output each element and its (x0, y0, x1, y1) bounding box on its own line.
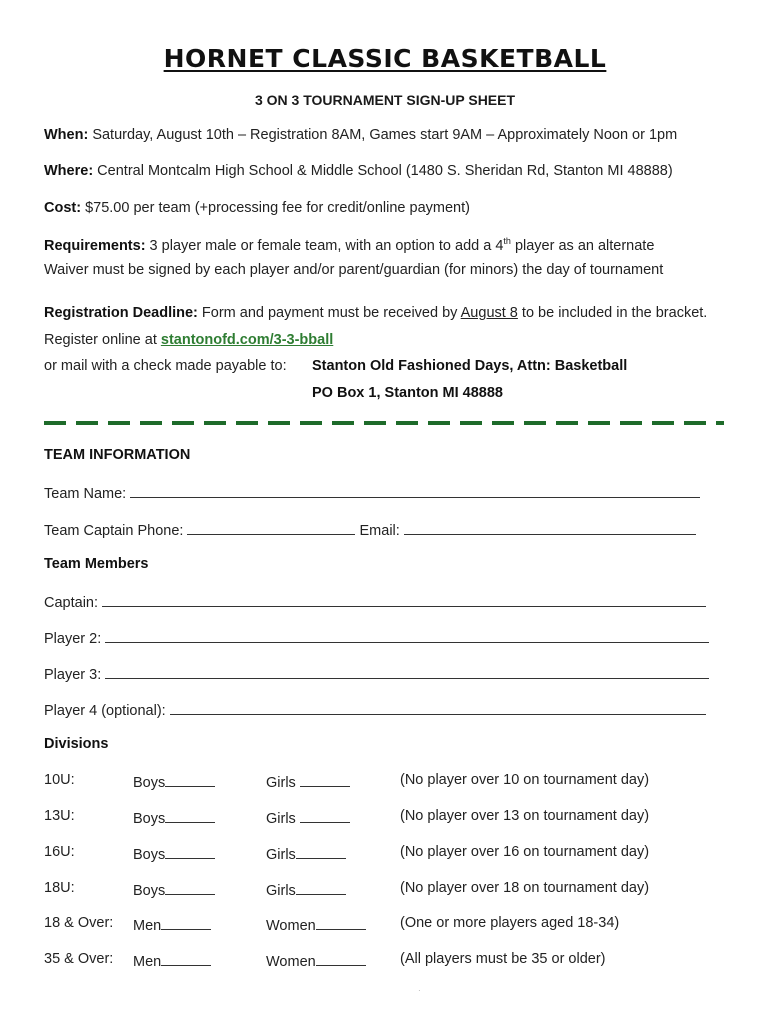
where-line (44, 163, 673, 179)
player3-label: Player 3: (44, 667, 102, 683)
division-option-b[interactable]: Women (266, 951, 366, 970)
captain-phone-line[interactable] (187, 520, 355, 535)
cost-text: $75.00 per team (+processing fee for credit/online payment) (81, 200, 470, 216)
division-age: 35 & Over: (44, 951, 114, 967)
division-option-a[interactable]: Men (133, 915, 211, 934)
team-members-heading: Team Members (44, 556, 149, 572)
cost-line (44, 200, 470, 216)
captain-field[interactable] (44, 592, 706, 611)
requirements-line (44, 236, 654, 254)
division-age: 18U: (44, 880, 75, 896)
registration-link[interactable]: stantonofd.com/3-3-bball (160, 332, 334, 348)
captain-phone-label: Team Captain Phone: (44, 523, 184, 539)
blank-line[interactable] (161, 915, 211, 930)
blank-line[interactable] (165, 808, 215, 823)
mail-payee: Stanton Old Fashioned Days, Attn: Basketball (312, 358, 628, 374)
when-text: Saturday, August 10th – Registration 8AM, Games start 9AM – Approximately Noon or 1pm (88, 127, 678, 143)
division-option-b[interactable]: Girls (266, 808, 350, 827)
page-mark: · (418, 986, 421, 995)
deadline-label: Registration Deadline: (44, 305, 198, 321)
division-note: (One or more players aged 18-34) (400, 915, 620, 931)
blank-line[interactable] (316, 915, 366, 930)
player4-label: Player 4 (optional): (44, 703, 166, 719)
captain-label: Captain: (44, 595, 99, 611)
blank-line[interactable] (296, 880, 346, 895)
online-line (44, 332, 333, 348)
division-age: 13U: (44, 808, 75, 824)
blank-line[interactable] (300, 772, 350, 787)
where-text: Central Montcalm High School & Middle School (1480 S. Sheridan Rd, Stanton MI 48888) (93, 163, 673, 179)
division-option-b[interactable]: Girls (266, 844, 346, 863)
deadline-date: August 8 (460, 305, 518, 321)
page-subtitle: 3 ON 3 TOURNAMENT SIGN-UP SHEET (254, 92, 516, 108)
blank-line[interactable] (300, 808, 350, 823)
section-divider (44, 421, 724, 425)
division-note: (No player over 10 on tournament day) (400, 772, 650, 788)
division-option-a[interactable]: Men (133, 951, 211, 970)
captain-line[interactable] (102, 592, 706, 607)
player2-line[interactable] (105, 628, 709, 643)
email-label: Email: (359, 523, 400, 539)
requirements-text: 3 player male or female team, with an option to add a 4 (145, 237, 504, 254)
requirements-text-after: player as an alternate (510, 237, 655, 254)
team-name-field[interactable] (44, 483, 700, 502)
blank-line[interactable] (165, 880, 215, 895)
division-option-a[interactable]: Boys (133, 880, 215, 899)
page-title: HORNET CLASSIC BASKETBALL (163, 44, 607, 73)
online-text: Register online at (44, 332, 161, 348)
blank-line[interactable] (165, 844, 215, 859)
when-line (44, 127, 677, 143)
blank-line[interactable] (296, 844, 346, 859)
player3-line[interactable] (105, 664, 709, 679)
blank-line[interactable] (316, 951, 366, 966)
divisions-heading: Divisions (44, 736, 109, 752)
blank-line[interactable] (161, 951, 211, 966)
team-info-heading: TEAM INFORMATION (44, 447, 191, 463)
requirements-sup: th (503, 236, 511, 246)
player4-line[interactable] (170, 700, 706, 715)
where-label: Where: (44, 163, 94, 179)
cost-label: Cost: (44, 200, 82, 216)
division-option-a[interactable]: Boys (133, 844, 215, 863)
mail-text: or mail with a check made payable to: (44, 358, 287, 374)
player2-field[interactable] (44, 628, 709, 647)
blank-line[interactable] (165, 772, 215, 787)
division-note: (No player over 16 on tournament day) (400, 844, 650, 860)
waiver-line: Waiver must be signed by each player and/or parent/guardian (for minors) the day of tournament (44, 262, 664, 278)
division-option-a[interactable]: Boys (133, 772, 215, 791)
deadline-text: Form and payment must be received by (197, 305, 461, 321)
player2-label: Player 2: (44, 631, 102, 647)
division-age: 10U: (44, 772, 75, 788)
captain-phone-field[interactable] (44, 520, 696, 539)
player4-field[interactable] (44, 700, 706, 719)
requirements-label: Requirements: (44, 237, 146, 254)
division-option-b[interactable]: Women (266, 915, 366, 934)
deadline-text-after: to be included in the bracket. (517, 305, 708, 321)
team-name-label: Team Name: (44, 486, 127, 502)
division-note: (All players must be 35 or older) (400, 951, 606, 967)
deadline-line (44, 305, 707, 321)
email-line[interactable] (404, 520, 696, 535)
division-age: 16U: (44, 844, 75, 860)
division-option-a[interactable]: Boys (133, 808, 215, 827)
mail-address: PO Box 1, Stanton MI 48888 (312, 385, 503, 401)
division-option-b[interactable]: Girls (266, 880, 346, 899)
player3-field[interactable] (44, 664, 709, 683)
division-age: 18 & Over: (44, 915, 114, 931)
division-note: (No player over 13 on tournament day) (400, 808, 650, 824)
when-label: When: (44, 127, 89, 143)
team-name-line[interactable] (130, 483, 700, 498)
division-note: (No player over 18 on tournament day) (400, 880, 650, 896)
division-option-b[interactable]: Girls (266, 772, 350, 791)
